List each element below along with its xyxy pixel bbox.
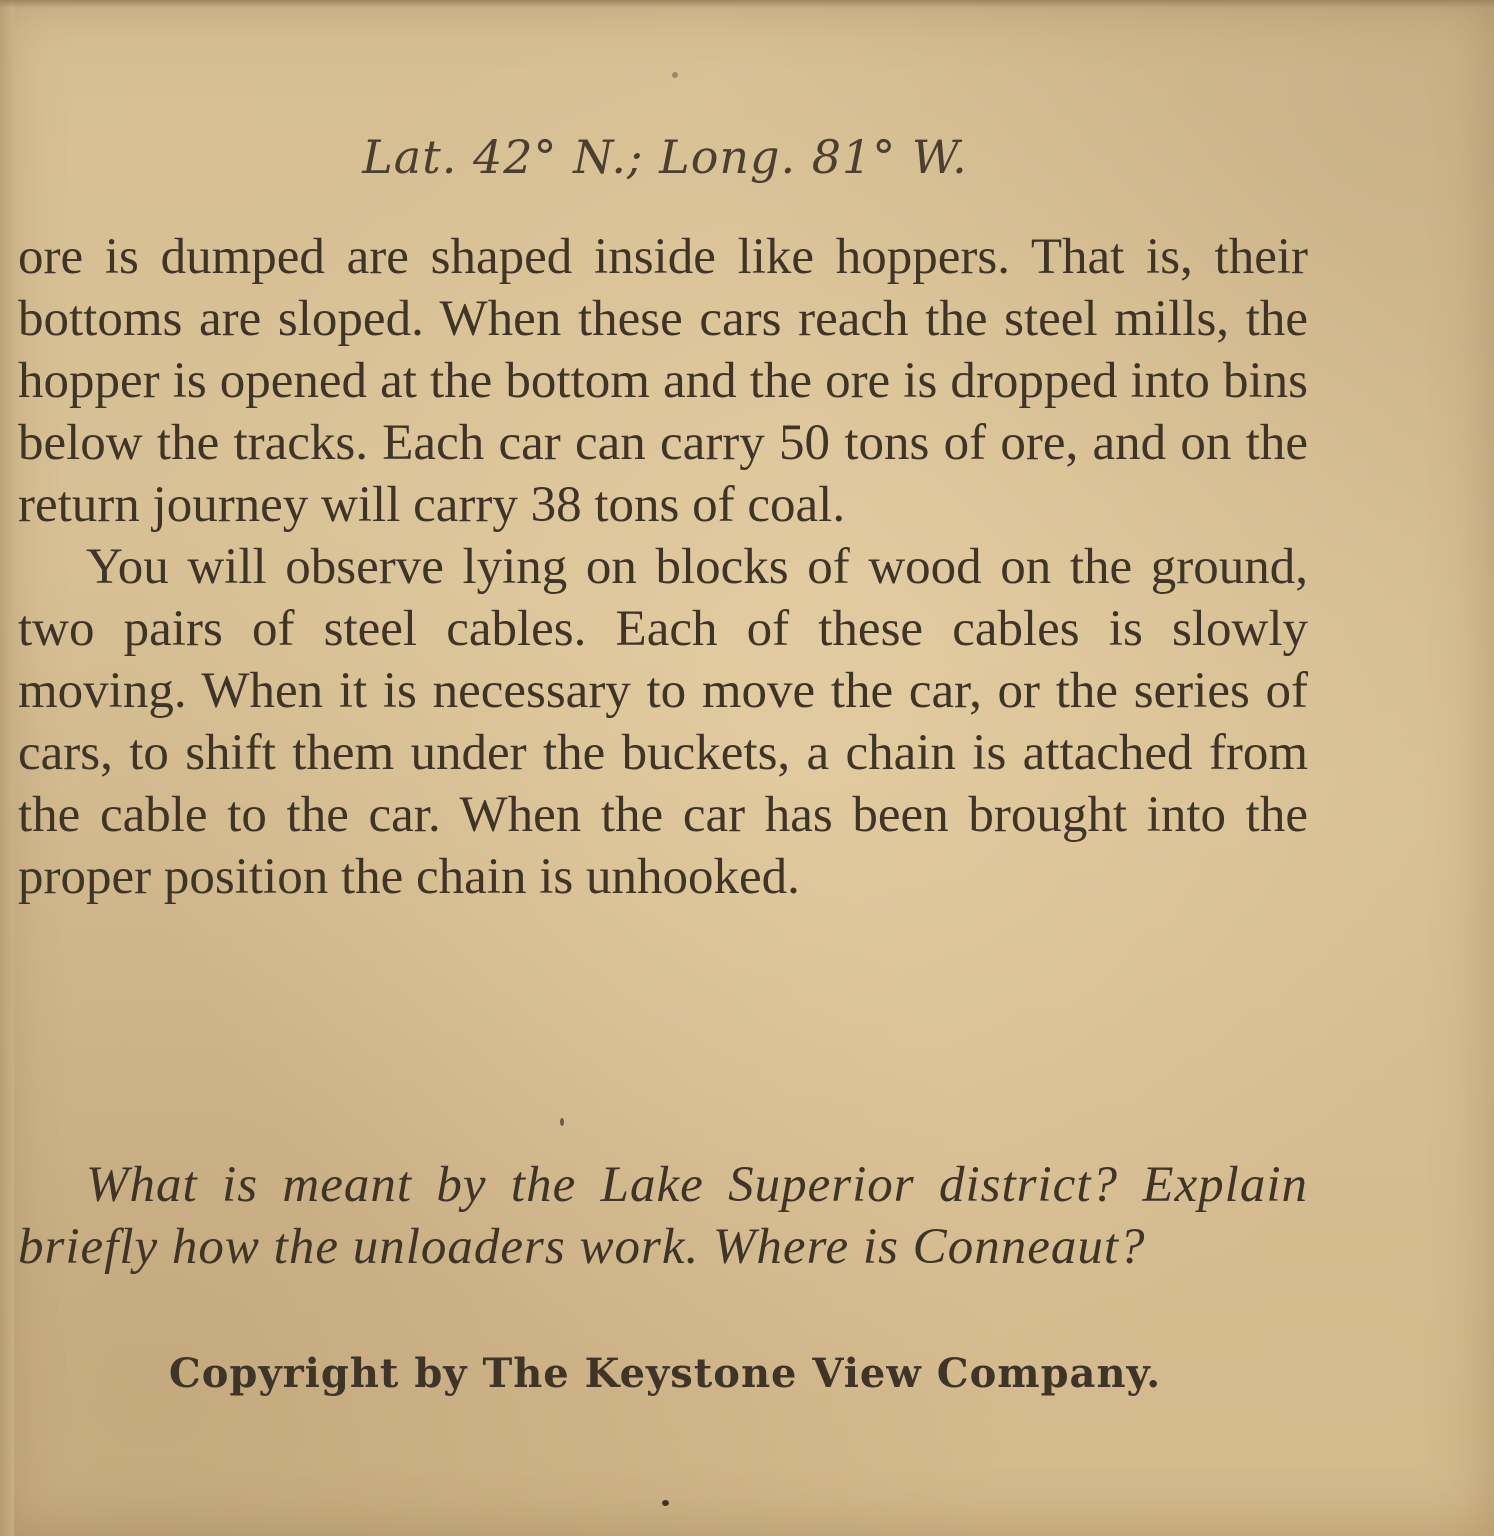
copyright-notice: Copyright by The Keystone View Company.: [168, 1350, 1162, 1397]
card-top-edge: [0, 0, 1494, 8]
card-left-edge: [0, 0, 14, 1536]
ink-speck: [662, 1500, 669, 1506]
paragraph-cables: You will observe lying on blocks of wood on the ground, two pairs of steel cables. Each of these cables is slowly moving. When it is necessary to move the car, or the series of cars, to shift them under the buckets, a chain is attached from the cable to the car. When the car has been brought into the proper position the chain is unhooked.: [18, 539, 1308, 905]
body-text: [18, 226, 1308, 908]
paragraph-ore-cars: ore is dumped are shaped inside like hoppers. That is, their bottoms are sloped. When these cars reach the steel mills, the hopper is opened at the bottom and the ore is dropped into bins below the tracks. Each car can carry 50 tons of ore, and on the return journey will carry 38 tons of coal.: [18, 229, 1308, 533]
coordinates-heading: Lat. 42° N.; Long. 81° W.: [362, 130, 968, 184]
study-questions: What is meant by the Lake Superior district? Explain briefly how the unloaders work. Where is Conneaut?: [18, 1157, 1308, 1275]
ink-speck: [560, 1118, 564, 1126]
ink-speck: [672, 72, 678, 78]
